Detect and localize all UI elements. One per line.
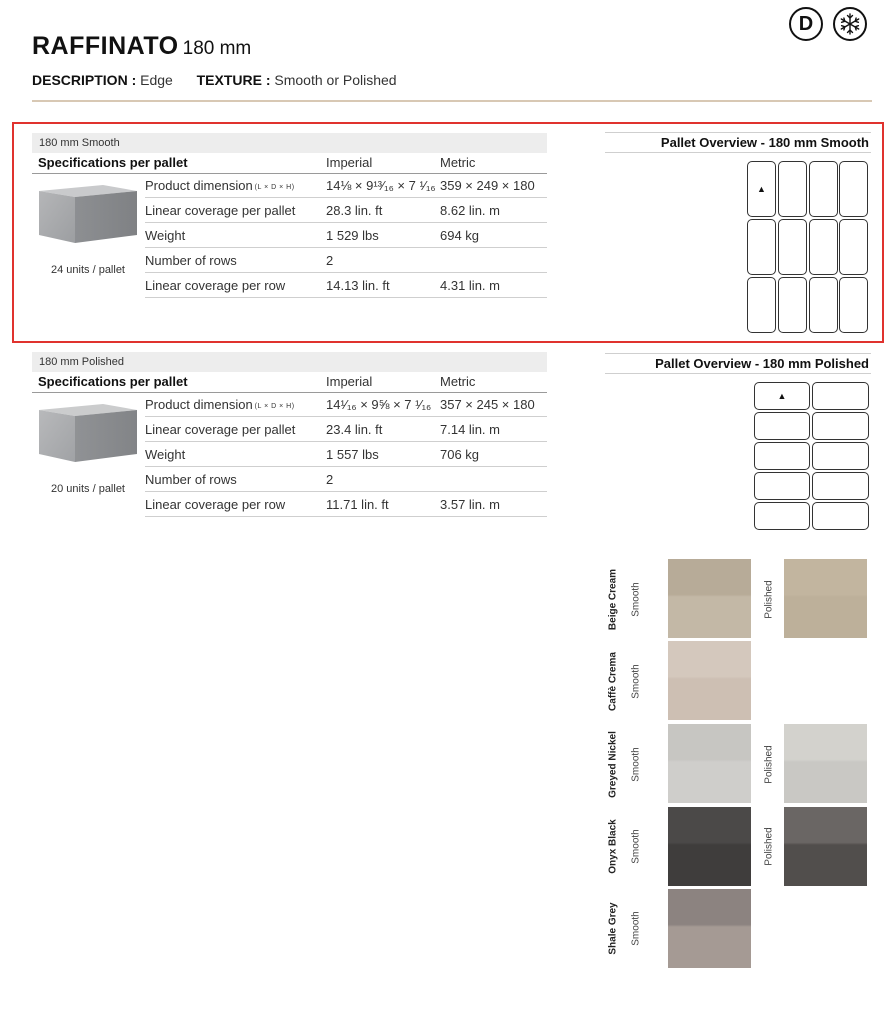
pallet-cell (754, 412, 810, 440)
col-metric-smooth: Metric (440, 155, 476, 170)
row-divider (145, 441, 547, 442)
pallet-cell (754, 442, 810, 470)
snowflake-icon (833, 7, 867, 41)
swatch-greyed-nickel-polished (784, 724, 867, 803)
swatch-finish-label: Smooth (630, 829, 642, 864)
pallet-cell (812, 382, 869, 410)
d-badge-icon: D (789, 7, 823, 41)
swatch-color-name: Shale Grey (607, 902, 619, 955)
col-imperial-smooth: Imperial (326, 155, 373, 170)
pallet-cell (754, 382, 810, 410)
row-divider (145, 247, 547, 248)
row-imperial: 1 557 lbs (326, 447, 379, 462)
row-metric: 7.14 lin. m (440, 422, 500, 437)
row-imperial: 14⅛ × 9¹³⁄₁₆ × 7 ¹⁄₁₆ (326, 178, 436, 193)
pallet-cell (778, 219, 807, 275)
pallet-title-smooth: Pallet Overview - 180 mm Smooth (660, 135, 869, 150)
pallet-cell (747, 161, 776, 217)
row-label: Weight (145, 447, 186, 462)
pallet-cell (812, 412, 869, 440)
swatch-color-name: Beige Cream (607, 568, 619, 631)
swatch-beige-cream-polished (784, 559, 867, 638)
row-metric: 694 kg (440, 228, 480, 243)
row-metric: 357 × 245 × 180 (440, 397, 535, 412)
pallet-cell (747, 277, 776, 333)
section-header-polished: 180 mm Polished (32, 352, 547, 372)
row-imperial: 2 (326, 472, 334, 487)
row-label: Linear coverage per row (145, 278, 286, 293)
arrow-up-icon: ▲ (757, 184, 766, 194)
swatch-onyx-black-polished (784, 807, 867, 886)
product-size: 180 mm (182, 38, 252, 59)
row-imperial: 11.71 lin. ft (326, 497, 389, 512)
pallet-cell (809, 219, 838, 275)
swatch-finish-label: Polished (763, 745, 775, 784)
texture-label: TEXTURE : (196, 72, 271, 88)
pallet-cell (839, 161, 868, 217)
pallet-cell (809, 277, 838, 333)
swatch-finish-label: Smooth (630, 582, 642, 617)
pallet-cell (809, 161, 838, 217)
table-header-divider (32, 392, 547, 393)
pallet-title-polished: Pallet Overview - 180 mm Polished (655, 356, 869, 371)
row-divider (145, 297, 547, 298)
spec-title-smooth: Specifications per pallet (38, 155, 188, 170)
pallet-cell (812, 472, 869, 500)
row-metric: 3.57 lin. m (440, 497, 500, 512)
pallet-top-rule (605, 132, 871, 133)
swatch-caffe-crema-smooth (668, 641, 751, 720)
pallet-cell (812, 502, 869, 530)
pallet-cell (754, 472, 810, 500)
swatch-color-name: Onyx Black (607, 819, 619, 874)
pallet-cell (747, 219, 776, 275)
swatch-onyx-black-smooth (668, 807, 751, 886)
col-imperial-polished: Imperial (326, 374, 373, 389)
row-label: Linear coverage per pallet (145, 203, 296, 218)
swatch-color-name: Caffè Crema (607, 652, 619, 711)
page-title (32, 32, 251, 61)
pallet-cell (754, 502, 810, 530)
swatch-finish-label: Smooth (630, 664, 642, 699)
row-imperial: 1 529 lbs (326, 228, 379, 243)
pallet-bottom-rule (605, 373, 871, 374)
row-label: Weight (145, 228, 186, 243)
block-image-polished (37, 402, 139, 464)
arrow-up-icon: ▲ (777, 391, 787, 401)
row-label: Number of rows (145, 472, 237, 487)
product-name: RAFFINATO (32, 32, 179, 60)
row-imperial: 14¹⁄₁₆ × 9⅝ × 7 ¹⁄₁₆ (326, 397, 432, 412)
swatch-finish-label: Polished (763, 827, 775, 866)
row-label: Product dimension (L × D × H) (145, 397, 295, 412)
row-label: Product dimension (L × D × H) (145, 178, 295, 193)
section-header-smooth: 180 mm Smooth (32, 133, 547, 153)
swatch-beige-cream-smooth (668, 559, 751, 638)
pallet-cell (839, 277, 868, 333)
spec-title-polished: Specifications per pallet (38, 374, 188, 389)
row-divider (145, 491, 547, 492)
row-divider (145, 466, 547, 467)
pallet-cell (778, 277, 807, 333)
row-imperial: 23.4 lin. ft (326, 422, 383, 437)
description-value: Edge (140, 72, 173, 88)
swatch-shale-grey-smooth (668, 889, 751, 968)
row-divider (145, 416, 547, 417)
row-metric: 706 kg (440, 447, 480, 462)
row-divider (145, 222, 547, 223)
header-divider (32, 100, 872, 102)
swatch-color-name: Greyed Nickel (607, 731, 619, 798)
row-label: Linear coverage per row (145, 497, 286, 512)
pallet-top-rule (605, 353, 871, 354)
pallet-cell (839, 219, 868, 275)
row-metric: 359 × 249 × 180 (440, 178, 535, 193)
row-imperial: 2 (326, 253, 334, 268)
row-metric: 8.62 lin. m (440, 203, 500, 218)
units-per-pallet-smooth: 24 units / pallet (51, 264, 125, 276)
swatch-finish-label: Polished (763, 580, 775, 619)
pallet-bottom-rule (605, 152, 871, 153)
row-metric: 4.31 lin. m (440, 278, 500, 293)
col-metric-polished: Metric (440, 374, 476, 389)
swatch-finish-label: Smooth (630, 911, 642, 946)
row-divider (145, 272, 547, 273)
description-line (32, 72, 397, 88)
row-divider (145, 197, 547, 198)
units-per-pallet-polished: 20 units / pallet (51, 483, 125, 495)
row-imperial: 28.3 lin. ft (326, 203, 383, 218)
swatch-finish-label: Smooth (630, 747, 642, 782)
description-label: DESCRIPTION : (32, 72, 137, 88)
pallet-diagram-smooth (747, 161, 869, 333)
table-header-divider (32, 173, 547, 174)
row-label: Number of rows (145, 253, 237, 268)
row-divider (145, 516, 547, 517)
color-swatches (590, 559, 880, 969)
texture-value: Smooth or Polished (274, 72, 397, 88)
block-image-smooth (37, 183, 139, 245)
pallet-diagram-polished (754, 382, 869, 530)
swatch-greyed-nickel-smooth (668, 724, 751, 803)
pallet-cell (778, 161, 807, 217)
row-label: Linear coverage per pallet (145, 422, 296, 437)
pallet-cell (812, 442, 869, 470)
row-imperial: 14.13 lin. ft (326, 278, 390, 293)
